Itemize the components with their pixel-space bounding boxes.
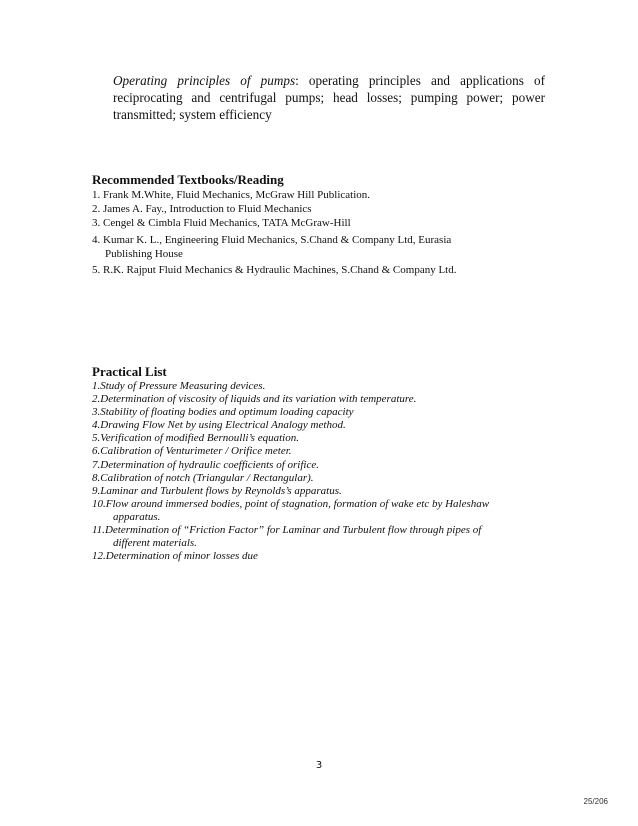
practical-item-number: 4. xyxy=(92,419,101,432)
practical-item-text: Study of Pressure Measuring devices. xyxy=(100,380,266,392)
practical-item-text: Verification of modified Bernoulli’s equation. xyxy=(100,432,299,445)
practical-item-text: Drawing Flow Net by using Electrical Analogy method. xyxy=(100,419,346,432)
practical-list xyxy=(92,380,532,563)
practical-item-number: 12. xyxy=(92,550,106,563)
textbook-item: 3. Cengel & Cimbla Fluid Mechanics, TATA McGraw-Hill xyxy=(92,217,351,230)
practical-item-number: 6. xyxy=(92,445,101,458)
practical-item xyxy=(92,419,532,432)
practical-item-text: Determination of “Friction Factor” for Laminar and Turbulent flow through pipes of xyxy=(104,524,482,537)
page-number: 3 xyxy=(315,760,323,771)
practical-item-text: Calibration of Venturimeter / Orifice meter. xyxy=(100,445,292,458)
practical-item xyxy=(92,432,532,445)
practical-item-text: Flow around immersed bodies, point of stagnation, formation of wake etc by Haleshaw xyxy=(105,497,490,510)
page-counter: 25/206 xyxy=(583,797,608,806)
practical-item-text: Laminar and Turbulent flows by Reynolds’s apparatus. xyxy=(100,484,342,497)
practical-item-number: 11. xyxy=(92,524,105,537)
intro-lead: Operating principles of pumps xyxy=(113,73,296,88)
practical-item-number: 3. xyxy=(92,406,101,419)
intro-text: : operating principles and applications of reciprocating and centrifugal pumps; head losses; pumping power; power transmitted; system efficiency xyxy=(113,73,545,122)
intro-paragraph xyxy=(113,72,545,123)
textbook-item: 4. Kumar K. L., Engineering Fluid Mechanics, S.Chand & Company Ltd, Eurasia xyxy=(92,233,452,246)
practical-item-number: 2. xyxy=(92,393,101,406)
practical-item-number: 10. xyxy=(92,497,106,510)
practical-item-text: Determination of viscosity of liquids and its variation with temperature. xyxy=(100,393,417,406)
textbook-item-continuation: Publishing House xyxy=(105,247,183,260)
practical-item xyxy=(92,459,532,472)
practical-item-number: 9. xyxy=(92,484,101,497)
practical-item xyxy=(92,524,532,537)
practical-item xyxy=(92,406,532,419)
practical-item xyxy=(92,485,532,498)
practical-item-number: 5. xyxy=(92,432,101,445)
practical-item-number: 8. xyxy=(92,471,101,484)
practical-item-number: 7. xyxy=(92,458,101,471)
practical-heading: Practical List xyxy=(92,364,167,379)
practical-item xyxy=(92,472,532,485)
practical-item-continuation: different materials. xyxy=(113,537,197,550)
practical-item xyxy=(92,445,532,458)
practical-item-number: 1. xyxy=(92,380,101,392)
textbooks-heading: Recommended Textbooks/Reading xyxy=(92,172,284,187)
practical-item-text: Stability of floating bodies and optimum loading capacity xyxy=(100,406,354,419)
practical-item-text: Determination of hydraulic coefficients of orifice. xyxy=(100,458,319,471)
textbooks-list xyxy=(92,188,522,277)
practical-item xyxy=(92,393,532,406)
practical-item-text: Calibration of notch (Triangular / Rectangular). xyxy=(100,471,314,484)
practical-item-continuation: apparatus. xyxy=(113,510,161,523)
textbook-item: 1. Frank M.White, Fluid Mechanics, McGraw Hill Publication. xyxy=(92,189,371,201)
practical-item-text: Determination of minor losses due xyxy=(105,550,258,563)
practical-item xyxy=(92,498,532,511)
practical-item xyxy=(92,550,532,563)
practical-item xyxy=(92,380,532,393)
textbook-item: 5. R.K. Rajput Fluid Mechanics & Hydraulic Machines, S.Chand & Company Ltd. xyxy=(92,264,457,277)
textbook-item: 2. James A. Fay., Introduction to Fluid Mechanics xyxy=(92,203,312,216)
